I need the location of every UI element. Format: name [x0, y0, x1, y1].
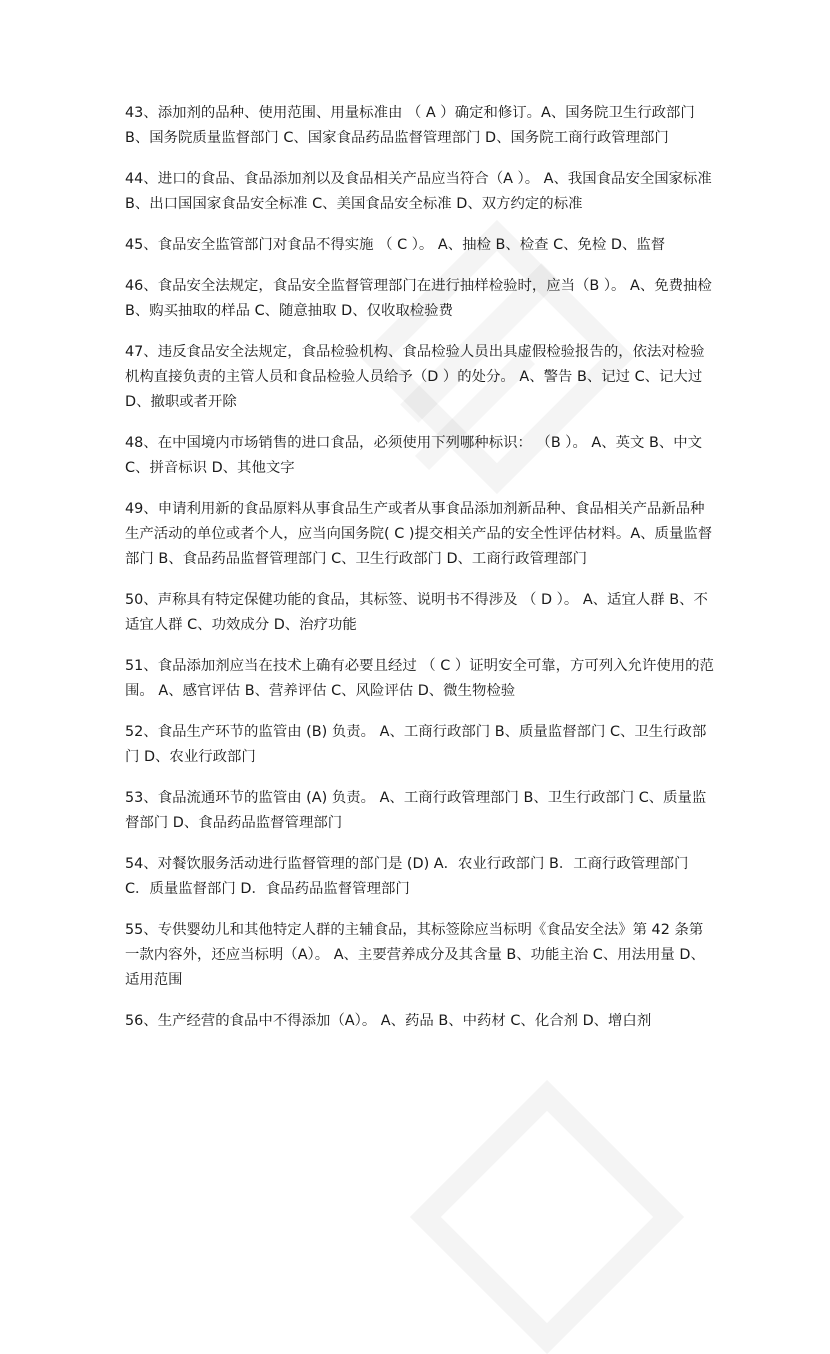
question-55: 55、专供婴幼儿和其他特定人群的主辅食品，其标签除应当标明《食品安全法》第 42 条第一款内容外，还应当标明（A）。 A、主要营养成分及其含量 B、功能主治 C、用法用量 D、适用范围: [125, 922, 705, 988]
question-56: 56、生产经营的食品中不得添加（A）。 A、药品 B、中药材 C、化合剂 D、增白剂: [125, 1013, 652, 1029]
question-53: 53、食品流通环节的监管由 (A) 负责。 A、工商行政管理部门 B、卫生行政部门 C、质量监督部门 D、食品药品监督管理部门: [125, 790, 707, 831]
question-list: [125, 101, 715, 1050]
question-44: 44、进口的食品、食品添加剂以及食品相关产品应当符合（A ）。 A、我国食品安全国家标准 B、出口国国家食品安全标准 C、美国食品安全标准 D、双方约定的标准: [125, 171, 712, 212]
question-46: 46、食品安全法规定，食品安全监督管理部门在进行抽样检验时，应当（B ）。 A、免费抽检 B、购买抽取的样品 C、随意抽取 D、仅收取检验费: [125, 278, 712, 319]
question-47: 47、违反食品安全法规定，食品检验机构、食品检验人员出具虚假检验报告的，依法对检验机构直接负责的主管人员和食品检验人员给予（D ）的处分。 A、警告 B、记过 C、记大过 D、撤职或者开除: [125, 344, 705, 410]
question-43: 43、添加剂的品种、使用范围、用量标准由 （ A ）确定和修订。A、国务院卫生行政部门 B、国务院质量监督部门 C、国家食品药品监督管理部门 D、国务院工商行政管理部门: [125, 105, 695, 146]
question-50: 50、声称具有特定保健功能的食品，其标签、说明书不得涉及 （ D ）。 A、适宜人群 B、不适宜人群 C、功效成分 D、治疗功能: [125, 592, 708, 633]
question-48: 48、在中国境内市场销售的进口食品，必须使用下列哪种标识： （B ）。 A、英文 B、中文 C、拼音标识 D、其他文字: [125, 435, 703, 476]
question-51: 51、食品添加剂应当在技术上确有必要且经过 （ C ）证明安全可靠，方可列入允许使用的范围。 A、感官评估 B、营养评估 C、风险评估 D、微生物检验: [125, 658, 714, 699]
question-45: 45、食品安全监管部门对食品不得实施 （ C ）。 A、抽检 B、检查 C、免检 D、监督: [125, 237, 666, 253]
question-52: 52、食品生产环节的监管由 (B) 负责。 A、工商行政部门 B、质量监督部门 C、卫生行政部门 D、农业行政部门: [125, 724, 707, 765]
question-54: 54、对餐饮服务活动进行监督管理的部门是 (D) A．农业行政部门 B．工商行政管理部门 C．质量监督部门 D．食品药品监督管理部门: [125, 856, 689, 897]
question-49: 49、申请利用新的食品原料从事食品生产或者从事食品添加剂新品种、食品相关产品新品种生产活动的单位或者个人，应当向国务院( C )提交相关产品的安全性评估材料。A、质量监督部门 B、食品药品监督管理部门 C、卫生行政部门 D、工商行政管理部门: [125, 501, 713, 567]
watermark-stamp: [410, 1080, 684, 1354]
